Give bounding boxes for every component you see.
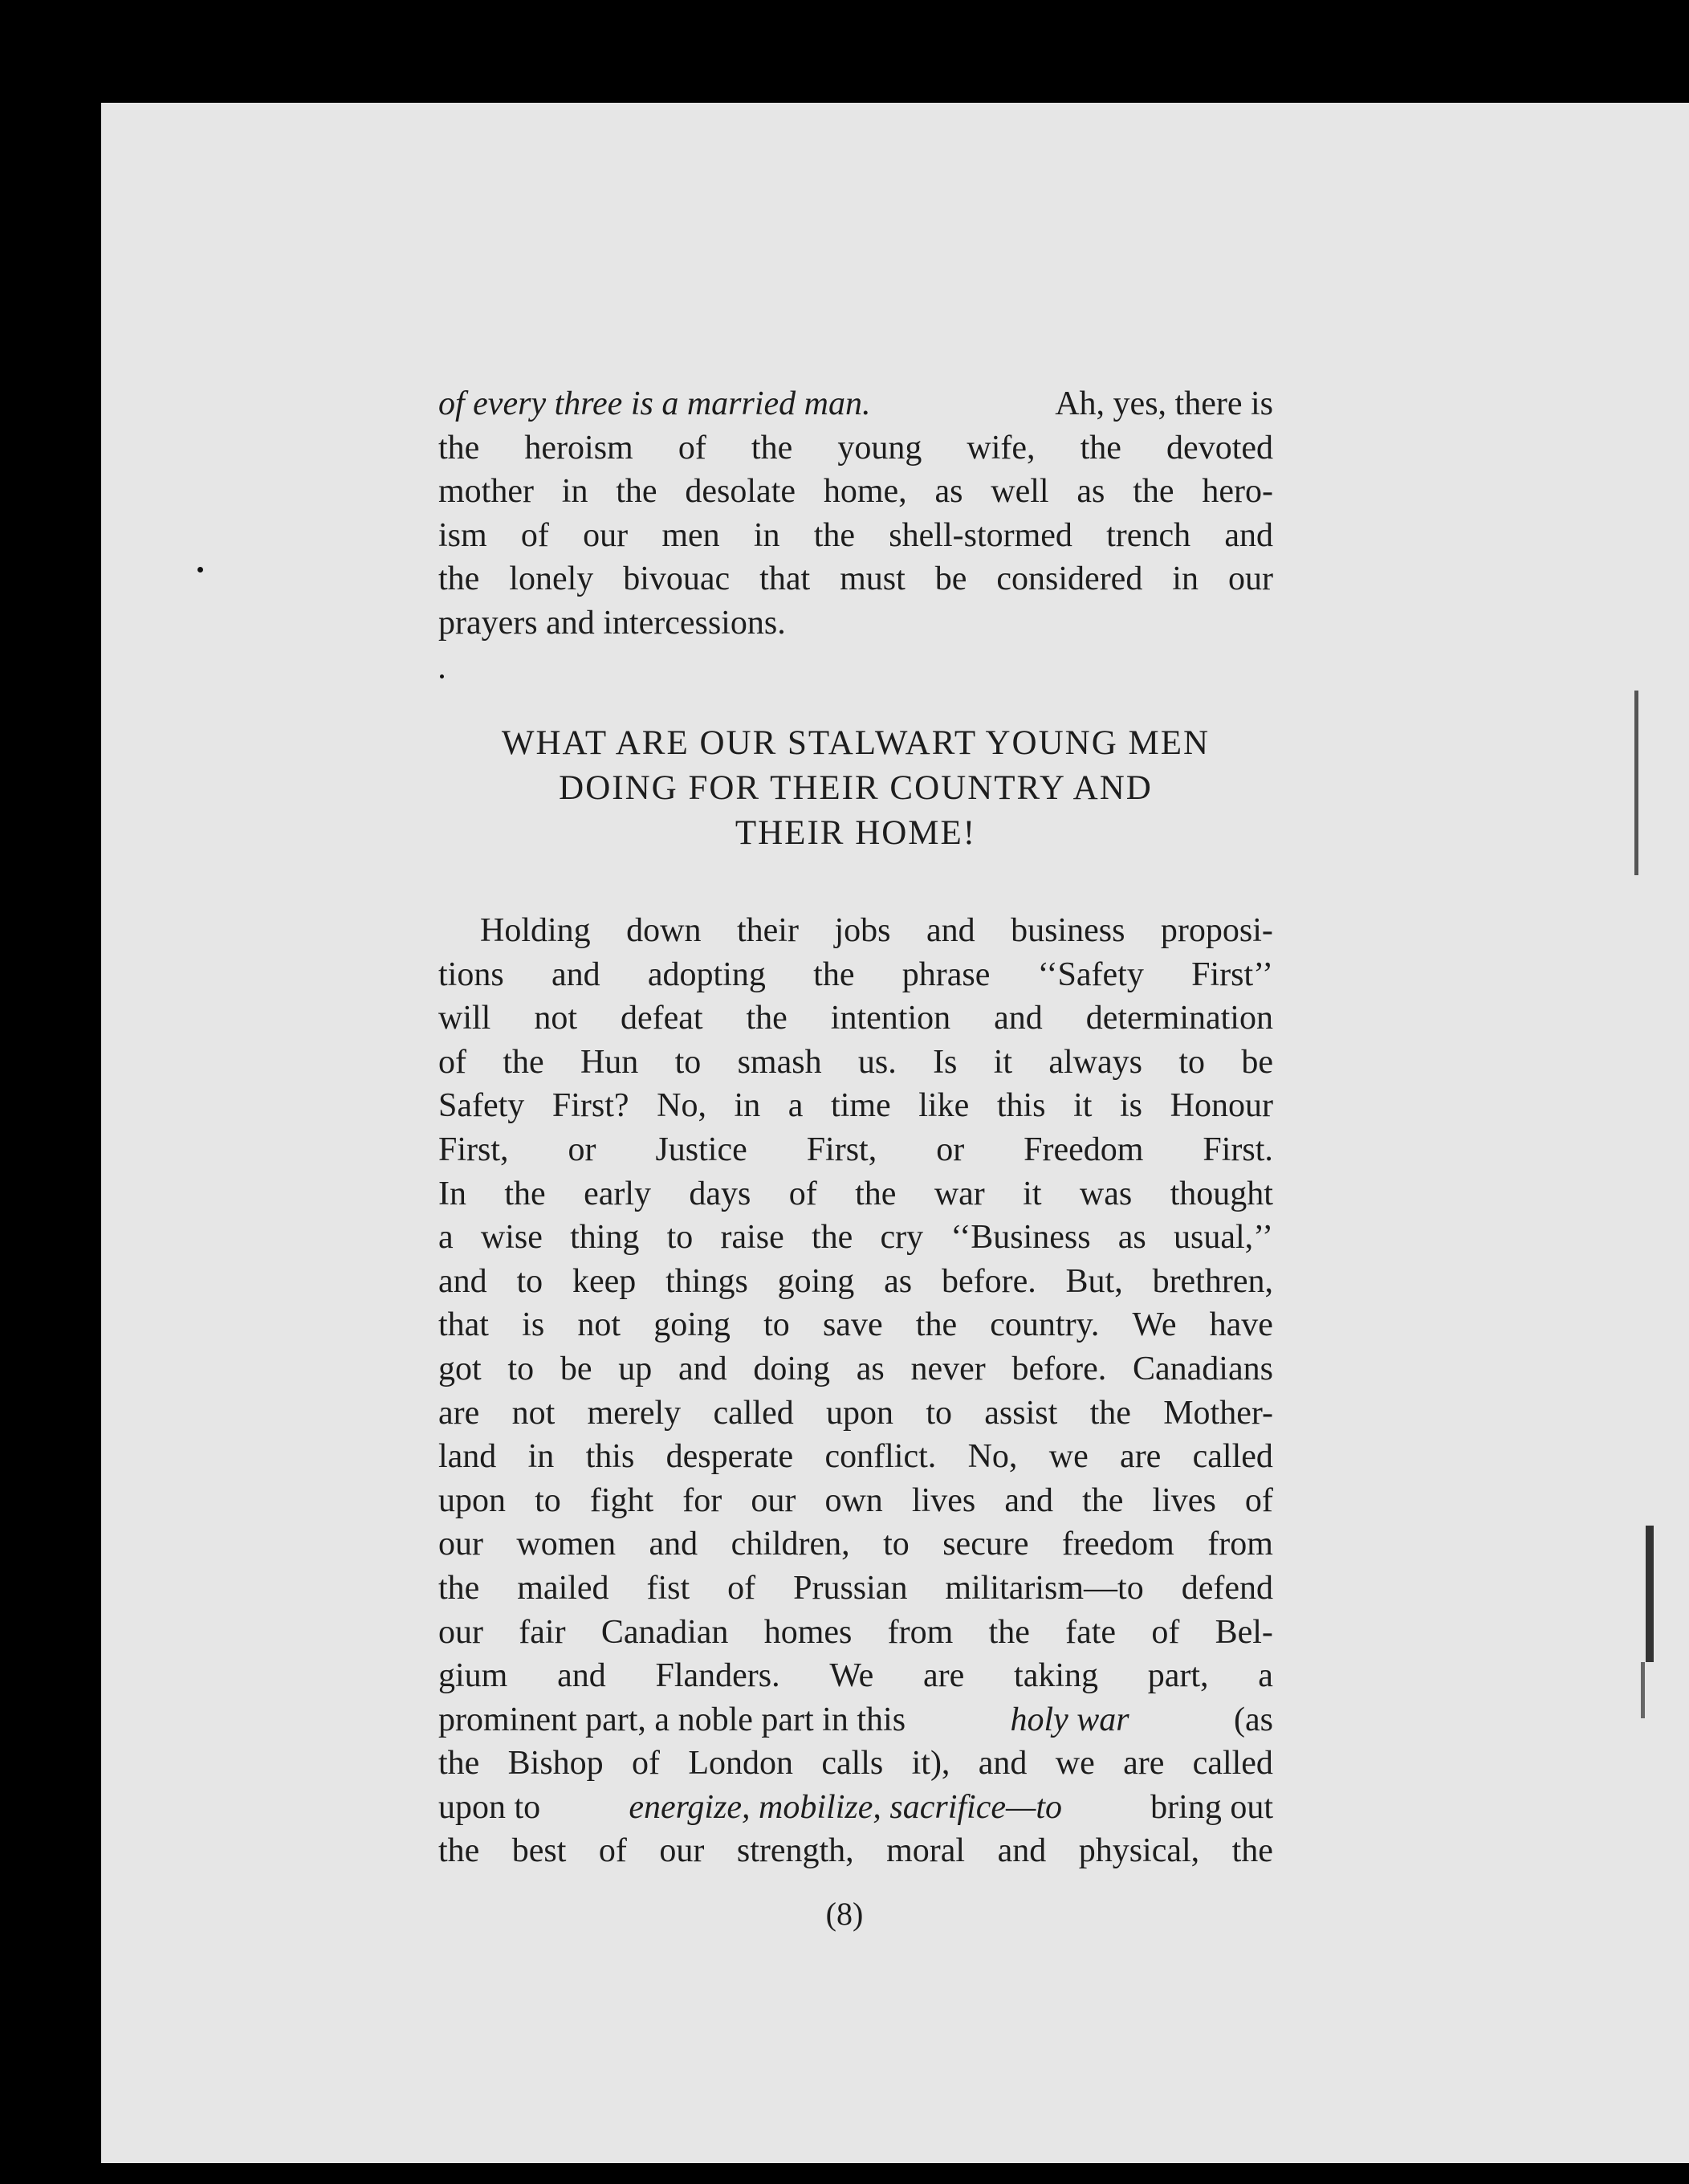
word: a [1258,1657,1273,1695]
word: Flanders. [655,1657,780,1695]
word: strength, [736,1832,854,1870]
word: to [535,1481,561,1519]
word: ‘‘Business [950,1219,1091,1257]
word: wise [480,1219,543,1257]
text-segment: (as [1234,1701,1273,1738]
word: will [438,1000,491,1037]
word: trench [1106,516,1191,554]
text-segment: prominent part, a noble part in this [438,1701,906,1738]
text-line [438,426,1273,471]
word: a [788,1087,804,1125]
word: and [994,1000,1043,1037]
word: days [689,1175,751,1212]
word: Hun [580,1043,639,1081]
text-line [438,996,1273,1041]
text-line [438,1216,1273,1260]
word: as [884,1262,913,1300]
word: called [1192,1745,1273,1783]
italic-phrase: holy war [1010,1701,1129,1738]
word: the [813,516,856,554]
word: the [438,1832,480,1870]
word: called [713,1394,794,1432]
word: our [1227,560,1273,598]
word: before. [941,1262,1036,1300]
text-line [438,1522,1273,1567]
word: fist [646,1569,690,1607]
word: and [978,1745,1028,1783]
word: usual,’’ [1173,1219,1273,1257]
text-line [438,1742,1273,1786]
word: women [516,1526,617,1563]
text-line [438,1479,1273,1523]
word: of [1244,1481,1273,1519]
word: lives [911,1481,976,1519]
text-line [438,1041,1273,1085]
word: part, [1147,1657,1209,1695]
word: Is [933,1043,958,1081]
word: London [688,1745,793,1783]
word: must [840,560,906,598]
word: First? [551,1087,629,1125]
word: our [438,1526,483,1563]
word: young [837,429,922,467]
word: early [584,1175,652,1212]
text-line: prayers and intercessions. [438,604,786,642]
word: or [936,1131,965,1168]
word: it [993,1043,1013,1081]
word: determination [1085,1000,1273,1037]
word: the [504,1175,546,1212]
word: the [915,1306,958,1344]
word: not [511,1394,556,1432]
word: raise [720,1219,784,1257]
word: fair [519,1613,566,1651]
word: jobs [834,912,891,949]
word: the [438,1569,480,1607]
word: Bishop [507,1745,604,1783]
word: save [822,1306,883,1344]
word: moral [886,1832,966,1870]
word: to [883,1526,910,1563]
word: not [577,1306,621,1344]
word: defend [1181,1569,1273,1607]
word: militarism—to [945,1569,1144,1607]
word: business [1011,912,1125,949]
word: Bel- [1215,1613,1273,1651]
word: own [824,1481,883,1519]
text-line [438,1435,1273,1479]
word: In [438,1175,466,1212]
word: always [1048,1043,1143,1081]
word: is [522,1306,545,1344]
scan-edge-mark [1646,1526,1654,1662]
word: it), [911,1745,950,1783]
opening-paragraph [438,382,1273,646]
word: like [918,1087,970,1125]
heading-line: DOING FOR THEIR COUNTRY AND [559,769,1153,807]
word: and [1004,1481,1053,1519]
word: No, [967,1438,1018,1476]
word: and [551,956,600,993]
word: are [923,1657,965,1695]
word: to [666,1219,694,1257]
word: bivouac [623,560,731,598]
word: assist [984,1394,1058,1432]
word: before. [1011,1350,1107,1387]
word: to [516,1262,543,1300]
word: in [561,473,588,511]
word: taking [1014,1657,1099,1695]
word: Canadians [1132,1350,1273,1387]
text-line [438,1567,1273,1611]
word: of [632,1745,660,1783]
word: and [557,1657,606,1695]
word: to [674,1043,702,1081]
word: well [991,473,1049,511]
word: to [763,1306,790,1344]
text-line [438,514,1273,558]
word: Canadian [600,1613,729,1651]
word: smash [737,1043,822,1081]
scan-edge-mark [1634,691,1638,875]
text-line [438,557,1273,601]
word: going [653,1306,731,1344]
scan-edge-mark [1641,1662,1645,1718]
word: upon [438,1481,506,1519]
word: in [734,1087,761,1125]
text-line [438,1611,1273,1655]
scan-speck [197,567,203,572]
word: men [661,516,720,554]
word: be [934,560,967,598]
word: we [1055,1745,1095,1783]
word: and [649,1526,698,1563]
heading-line: THEIR HOME! [735,814,977,852]
text-line [438,1786,1273,1830]
heading-line: WHAT ARE OUR STALWART YOUNG MEN [501,724,1211,762]
word: lonely [509,560,594,598]
text-line [438,1172,1273,1216]
word: land [438,1438,497,1476]
word: freedom [1061,1526,1174,1563]
italic-phrase: of every three is a married man. [438,385,871,422]
word: as [934,473,963,511]
word: the [746,1000,788,1037]
word: hero- [1202,473,1273,511]
word: conflict. [824,1438,937,1476]
word: thought [1170,1175,1273,1212]
word: Honour [1170,1087,1273,1125]
word: the [855,1175,897,1212]
word: and [1224,516,1273,554]
word: fight [589,1481,654,1519]
word: it [1073,1087,1093,1125]
word: a [438,1219,454,1257]
word: things [665,1262,748,1300]
word: homes [763,1613,853,1651]
text-line [438,1391,1273,1436]
word: have [1209,1306,1273,1344]
word: the [988,1613,1030,1651]
word: is [1120,1087,1143,1125]
word: the [811,1219,853,1257]
text-line [438,953,1273,997]
word: doing [753,1350,830,1387]
text-line [438,1654,1273,1698]
word: down [626,912,702,949]
word: home, [823,473,907,511]
word: mother [438,473,534,511]
word: for [682,1481,722,1519]
word: Safety [438,1087,525,1125]
word: our [583,516,629,554]
word: desolate [685,473,796,511]
word: We [1132,1306,1177,1344]
word: our [438,1613,483,1651]
word: mailed [517,1569,609,1607]
word: and [678,1350,727,1387]
word: that [759,560,811,598]
scan-speck [440,674,444,678]
word: cry [880,1219,924,1257]
word: We [829,1657,874,1695]
word: be [1241,1043,1273,1081]
text-line [438,1698,1273,1742]
word: or [568,1131,596,1168]
word: the [1082,1481,1124,1519]
word: our [659,1832,705,1870]
word: and [926,912,975,949]
word: we [1048,1438,1089,1476]
text-line [438,1829,1273,1873]
word: the [1089,1394,1131,1432]
word: Justice [655,1131,747,1168]
word: Mother- [1163,1394,1273,1432]
text-line [438,1303,1273,1347]
word: their [736,912,799,949]
word: in [1172,560,1199,598]
word: in [527,1438,555,1476]
word: country. [990,1306,1100,1344]
word: us. [857,1043,897,1081]
word: intention [830,1000,951,1037]
word: as [856,1350,885,1387]
word: be [560,1350,592,1387]
word: First. [1203,1131,1273,1168]
word: merely [587,1394,682,1432]
word: was [1079,1175,1133,1212]
word: from [887,1613,954,1651]
word: the [438,560,480,598]
word: are [1120,1438,1162,1476]
word: phrase [901,956,991,993]
word: of [520,516,549,554]
text-line [438,1347,1273,1391]
word: thing [570,1219,640,1257]
word: children, [731,1526,850,1563]
word: war [934,1175,985,1212]
word: First, [806,1131,877,1168]
word: the [1080,429,1121,467]
word: adopting [647,956,766,993]
word: to [926,1394,952,1432]
word: this [996,1087,1046,1125]
word: it [1023,1175,1042,1212]
text-line [438,382,1273,426]
text-segment: Ah, yes, there is [1055,385,1273,422]
word: of [598,1832,627,1870]
word: Holding [480,912,591,949]
word: shell-stormed [889,516,1072,554]
word: brethren, [1152,1262,1273,1300]
page-number: (8) [825,1896,864,1932]
word: best [511,1832,567,1870]
word: time [831,1087,891,1125]
word: Freedom [1024,1131,1144,1168]
text-line [438,1128,1273,1172]
word: No, [657,1087,706,1125]
word: the [503,1043,544,1081]
word: desperate [665,1438,794,1476]
word: Prussian [793,1569,908,1607]
word: from [1207,1526,1273,1563]
text-line [438,1084,1273,1128]
text-segment: upon to [438,1788,541,1826]
word: gium [438,1657,508,1695]
word: to [1178,1043,1205,1081]
word: not [534,1000,577,1037]
word: and [997,1832,1047,1870]
word: keep [572,1262,637,1300]
word: called [1192,1438,1273,1476]
word: to [507,1350,535,1387]
italic-phrase: energize, mobilize, sacrifice—to [629,1788,1063,1826]
word: devoted [1166,429,1273,467]
word: lives [1152,1481,1216,1519]
word: of [678,429,706,467]
section-heading [438,721,1273,856]
word: the [813,956,855,993]
word: physical, [1078,1832,1200,1870]
body-paragraph [438,909,1273,1873]
word: secure [942,1526,1029,1563]
word: tions [438,956,504,993]
word: the [438,429,480,467]
word: First, [438,1131,509,1168]
word: that [438,1306,489,1344]
word: are [1123,1745,1165,1783]
word: in [753,516,780,554]
word: the [1133,473,1174,511]
word: upon [826,1394,894,1432]
text-line [438,1260,1273,1304]
word: But, [1065,1262,1123,1300]
word: going [777,1262,855,1300]
word: as [1117,1219,1146,1257]
text-segment: bring out [1150,1788,1273,1826]
word: considered [996,560,1143,598]
word: the [616,473,657,511]
word: First’’ [1191,956,1273,993]
word: this [585,1438,635,1476]
word: up [618,1350,653,1387]
word: proposi- [1160,912,1273,949]
word: never [910,1350,986,1387]
word: defeat [620,1000,703,1037]
word: the [751,429,793,467]
word: the [438,1745,480,1783]
word: of [438,1043,466,1081]
word: are [438,1394,480,1432]
word: our [751,1481,796,1519]
word: of [1151,1613,1180,1651]
text-line [438,909,1273,953]
word: of [727,1569,756,1607]
word: and [438,1262,487,1300]
word: as [1076,473,1105,511]
word: fate [1065,1613,1117,1651]
word: got [438,1350,482,1387]
word: the [1231,1832,1273,1870]
word: of [788,1175,817,1212]
word: heroism [524,429,633,467]
word: ‘‘Safety [1037,956,1144,993]
word: calls [821,1745,884,1783]
word: wife, [967,429,1036,467]
word: ism [438,516,487,554]
text-line [438,470,1273,514]
